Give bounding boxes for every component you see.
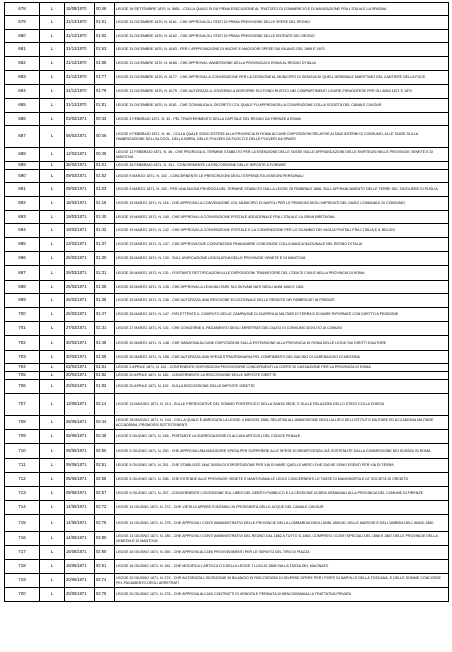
laws-register-body — [5, 3, 449, 602]
table-row — [5, 546, 449, 560]
record-description: LEGGE 14 GIUGNO 1871, N. 275 - CHE APPROVA I CONTI AMMINISTRATIVI DELLE PROVINCIE DELLA LOMBARDIA DEGLI ANNI 1859-60, DELLE MARCHE E DELL'UMBRIA DELL'ANNO 1860 — [115, 515, 449, 532]
record-number: 708 — [5, 416, 40, 430]
record-date: 23/03/1871 — [65, 238, 95, 252]
table-row — [5, 113, 449, 126]
record-code: 02:48 — [95, 430, 115, 444]
table-row — [5, 459, 449, 473]
record-code: 01:62 — [95, 30, 115, 43]
record-code: 02:50 — [95, 444, 115, 459]
record-number: 687 — [5, 126, 40, 148]
record-date: 05/06/1871 — [65, 444, 95, 459]
record-code: 01:82 — [95, 372, 115, 380]
table-row — [5, 308, 449, 322]
record-description: LEGGE 9 MARZO 1871, N. 102 - CONCERNENTE LE PRESCRIZIONI DEGLI STIPENDI ED ASSEGNI PERSONALI — [115, 170, 449, 183]
record-description: LEGGE 19 MARZO 1871, N. 140 - CHE APPROVA LA CONVENZIONE POSTALE ADDIZIONALE FRA L'ITALIA E LA GRAN BRETAGNA — [115, 211, 449, 224]
table-row — [5, 351, 449, 364]
table-row — [5, 416, 449, 430]
record-code: 01:92 — [95, 380, 115, 394]
record-description: LEGGE 28 MAGGIO 1871, N. 244 - COLLA QUALE È ABROGATA LA LEGGE 4 MAGGIO 1866, RELATIVA ALL'AMMISSIONE DEGLI ALLIEVI DELL'ISTITUTO MILITARE ED ACCADEMIA MILITARE ACCADEMIA, PROMOSSI SOTTOTENENTI — [115, 416, 449, 430]
record-code: 01:51 — [95, 364, 115, 372]
table-row — [5, 16, 449, 30]
record-type: L — [40, 126, 65, 148]
table-row — [5, 380, 449, 394]
record-code: 01:42 — [95, 224, 115, 238]
record-date: 09/03/1871 — [65, 183, 95, 197]
table-row — [5, 238, 449, 252]
record-date: 09/06/1871 — [65, 487, 95, 501]
record-number: 691 — [5, 183, 40, 197]
record-code: 02:76 — [95, 588, 115, 602]
table-row — [5, 183, 449, 197]
record-type: L — [40, 211, 65, 224]
record-description: LEGGE 16 GIUGNO 1871, N. 261 - CHE MODIFICA L'ARTICOLO 5 DELLA LEGGE 7 LUGLIO 1868 SULLA TASSA DEL MACINATO — [115, 560, 449, 574]
table-row — [5, 224, 449, 238]
record-type: L — [40, 30, 65, 43]
record-number: 697 — [5, 266, 40, 281]
record-date: 26/02/1871 — [65, 162, 95, 170]
record-date: 31/12/1870 — [65, 43, 95, 57]
record-description: LEGGE 30 MARZO 1871, N. 148 - CHE SANZIONA ALCUNE DISPOSIZIONI SULLA ESTENSIONE ALLA PROVINCIA DI ROMA DELLE LEGGI SUI DIRITTI D'AUTORE — [115, 336, 449, 351]
record-description: LEGGE 18 SETTEMBRE 1870, N. 5851 - COLLA QUALE SI DÀ PIENA ESECUZIONE AL TRATTATO DI COMMERCIO E DI NAVIGAZIONE FRA L'ITALIA E LA SPAGNA — [115, 3, 449, 16]
record-description: LEGGE 19 MARZO 1871, N. 142 - CHE APPROVA LA CONVENZIONE POSTALE E LA CONVENZIONE PER LO SCAMBIO DEI VAGLIA POSTALI FRA L'ITALIA E IL BELGIO — [115, 224, 449, 238]
record-code: 01:40 — [95, 211, 115, 224]
record-number: 685 — [5, 99, 40, 113]
record-code: 01:48 — [95, 336, 115, 351]
table-row — [5, 532, 449, 546]
record-description: LEGGE 5 GIUGNO 1871, N. 248 - PORTANTE LA SURROGAZIONE DI ALCUNI ARTICOLI DEL CODICE PENALE — [115, 430, 449, 444]
record-code: 01:79 — [95, 85, 115, 99]
table-row — [5, 487, 449, 501]
record-description: LEGGE 5 GIUGNO 1871, N. 251 - CHE STABILISCE UNA TASSA DI ESPORTAZIONE PER VIA DI MARE QUELLE MERCI CHE GIÀ NE SONO ESENTI PER VIA DI TERRA — [115, 459, 449, 473]
record-number: 690 — [5, 170, 40, 183]
record-type: L — [40, 57, 65, 71]
record-code: 01:61 — [95, 16, 115, 30]
record-description: LEGGE 5 FEBBRAIO 1871, N. 46 - COLLA QUALE SONO ESTESE ALLA PROVINCIA DI ROMA ALCUNE DISPOSIZIONI RELATIVE AI DAZI INTERNI DI CONSUMO, ALLE TASSE SULLA FABBRICAZIONE DELL'ALCOOL, DELLA BIRRA, DELLE POLVERI DA FUOCO E DELLE POLVERI DA SPARO — [115, 126, 449, 148]
record-date: 16/06/1871 — [65, 546, 95, 560]
record-type: L — [40, 515, 65, 532]
record-date: 05/06/1871 — [65, 430, 95, 444]
record-date: 31/12/1870 — [65, 57, 95, 71]
record-code: 01:58 — [95, 351, 115, 364]
record-description: LEGGE 20 APRILE 1871, N. 182 - CONCERNENTE LA RISCOSSIONE DELLE IMPOSTE DIRETTE — [115, 372, 449, 380]
record-type: L — [40, 487, 65, 501]
record-number: 718 — [5, 560, 40, 574]
record-code: 02:60 — [95, 546, 115, 560]
record-date: 27/03/1871 — [65, 322, 95, 336]
record-number: 710 — [5, 444, 40, 459]
record-type: L — [40, 560, 65, 574]
record-date: 31/12/1870 — [65, 85, 95, 99]
record-number: 716 — [5, 532, 40, 546]
record-number: 683 — [5, 71, 40, 85]
table-row — [5, 364, 449, 372]
table-row — [5, 336, 449, 351]
record-type: L — [40, 473, 65, 487]
record-description: LEGGE 26 MARZO 1871, N. 147 - RIFLETTENTE IL COMPUTO DELLE CAMPAGNE DI GUERRA AI MILITARI DI TERRA E DI MARE RIFORMATI CON DIRITTO A PENSIONE — [115, 308, 449, 322]
table-row — [5, 30, 449, 43]
record-type: L — [40, 170, 65, 183]
record-type: L — [40, 336, 65, 351]
record-date: 31/12/1870 — [65, 71, 95, 85]
record-type: L — [40, 43, 65, 57]
record-description: LEGGE 9 MARZO 1871, N. 103 - PER UNA NUOVA PROROGA DEL TERMINE STABILITO DALLA LEGGE 28 FEBBRAIO 1866, SULL'AFFRANCAMENTO DELLE TERRE DEL TAVOLIERE DI PUGLIA — [115, 183, 449, 197]
record-code: 01:31 — [95, 322, 115, 336]
table-row — [5, 372, 449, 380]
record-description: LEGGE 15 MARZO 1871, N. 116 - CHE APPROVA LA CONVENZIONE COL MUNICIPIO DI NAPOLI PER LE PENSIONI DEGLI IMPIEGATI DEL DAZIO COMUNALE DI CONSUMO — [115, 197, 449, 211]
table-row — [5, 211, 449, 224]
record-code: 01:63 — [95, 43, 115, 57]
table-row — [5, 252, 449, 266]
table-row — [5, 43, 449, 57]
record-code: 02:61 — [95, 560, 115, 574]
record-code: 01:37 — [95, 238, 115, 252]
record-type: L — [40, 252, 65, 266]
record-type: L — [40, 380, 65, 394]
record-date: 26/03/1871 — [65, 308, 95, 322]
record-date: 15/03/1871 — [65, 197, 95, 211]
record-number: 711 — [5, 459, 40, 473]
record-number: 678 — [5, 3, 40, 16]
table-row — [5, 57, 449, 71]
table-row — [5, 588, 449, 602]
record-number: 720 — [5, 588, 40, 602]
record-code: 01:03 — [95, 183, 115, 197]
record-description: LEGGE 5 GIUGNO 1871, N. 258 - CHE ESTENDE ALLE PROVINCIE VENETE E MANTOVANA LE LEGGI CONCERNENTI LE TASSE DI MANOMORTA E LE SOCIETÀ DI CREDITO — [115, 473, 449, 487]
table-row — [5, 85, 449, 99]
record-date: 20/04/1871 — [65, 372, 95, 380]
record-number: 679 — [5, 16, 40, 30]
record-number: 686 — [5, 113, 40, 126]
record-description: LEGGE 12 FEBBRAIO 1871, N. 46 - CHE PROROGA IL TERMINE STABILITO PER LA ESENZIONE DELLE TASSE SULLE AFFRANCAZIONI DELLE ENFITEUSI NELLE PROVINCIE VENETE E DI MANTOVA — [115, 148, 449, 162]
record-date: 02/04/1871 — [65, 364, 95, 372]
record-type: L — [40, 574, 65, 588]
record-date: 26/03/1871 — [65, 252, 95, 266]
record-description: LEGGE 30 MARZO 1871, N. 158 - CHE AUTORIZZA UNA SPESA STRAORDINARIA PEL COMPIMENTO DEL BACINO DI CARENAGGIO DI MESSINA — [115, 351, 449, 364]
record-description: LEGGE 31 DICEMBRE 1870, N. 6177 - CHE APPROVA LA CONVENZIONE PER LA CESSIONE AL MUNICIPIO DI GENOVA DI QUELL'ARSENALE MARITTIMO DEL CANTIERE DELLA FOCE — [115, 71, 449, 85]
record-date: 31/12/1870 — [65, 30, 95, 43]
record-number: 714 — [5, 501, 40, 515]
record-description: LEGGE 31 DICEMBRE 1870, N. 6179 - CHE AUTORIZZA IL GOVERNO A DISPORRE SUI FONDI RUSTICI NEI COMPARTIMENTI LIGURE-PIEMONTESE PER GLI ANNI 1871 E 1872 — [115, 85, 449, 99]
record-number: 701 — [5, 322, 40, 336]
record-code: 01:47 — [95, 308, 115, 322]
record-code: 02:14 — [95, 394, 115, 416]
record-description: LEGGE 26 MARZO 1871, N. 135 - CHE APPROVA LA LEVA MILITARE SUI GIOVANI NATI NEGLI ANNI 1850 E 1851 — [115, 281, 449, 294]
record-date: 05/06/1871 — [65, 459, 95, 473]
record-date: 30/03/1871 — [65, 336, 95, 351]
record-description: LEGGE 31 DICEMBRE 1870, N. 6163 - PER L'APPROVAZIONE DI NUOVE E MAGGIORI SPESE SUI BILANCI DEL 1869 E 1870 — [115, 43, 449, 57]
record-code: 02:51 — [95, 459, 115, 473]
record-number: 703 — [5, 351, 40, 364]
record-code: 01:81 — [95, 99, 115, 113]
laws-register-table — [4, 2, 449, 602]
record-date: 20/06/1871 — [65, 574, 95, 588]
record-code: 02:74 — [95, 574, 115, 588]
record-description: LEGGE 31 DICEMBRE 1870, N. 6162 - CHE APPROVA GLI STATI DI PRIMA PREVISIONE DELLE ENTRATE DEL REGNO — [115, 30, 449, 43]
record-description: LEGGE 13 MAGGIO 1871, N. 214 - SULLE PREROGATIVE DEL SOMMO PONTEFICE E DELLA SANTA SEDE, E SULLE RELAZIONI DELLO STATO COLLA CHIESA — [115, 394, 449, 416]
record-number: 680 — [5, 30, 40, 43]
record-code: 01:35 — [95, 281, 115, 294]
record-code: 00:46 — [95, 148, 115, 162]
record-description: LEGGE 26 MARZO 1871, N. 130 - SULL'UNIFICAZIONE LEGISLATIVA DELLE PROVINCIE VENETE E DI MANTOVA — [115, 252, 449, 266]
record-date: 15/08/1870 — [65, 3, 95, 16]
record-description: LEGGE 5 GIUGNO 1871, N. 250 - CHE APPROVA UNA MAGGIORE SPESA PER SOPPERIRE ALLE SPESE DI BENEFICENZA GIÀ SOSTENUTE DALLA COMMISSIONE DEI SUSSIDI IN ROMA — [115, 444, 449, 459]
record-code: 02:72 — [95, 501, 115, 515]
record-type: L — [40, 71, 65, 85]
record-type: L — [40, 416, 65, 430]
table-row — [5, 515, 449, 532]
record-number: 704 — [5, 364, 40, 372]
record-description: LEGGE 20 GIUGNO 1871, N. 274 - CHE AUTORIZZA L'ISCRIZIONE IN BILANCIO DI RISCOSSIONI DI DIVERSE OPERE PER I PORTI DI NAPOLI E DELLA TOSCANA, E DELLE SOMME CONCORSE PEL PAGAMENTO DEGLI ARRETRATI — [115, 574, 449, 588]
record-type: L — [40, 281, 65, 294]
record-number: 706 — [5, 380, 40, 394]
table-row — [5, 126, 449, 148]
record-type: L — [40, 113, 65, 126]
record-type: L — [40, 308, 65, 322]
record-code: 01:77 — [95, 71, 115, 85]
record-number: 689 — [5, 162, 40, 170]
record-description: LEGGE 9 GIUGNO 1871, N. 257 - CONCERNENTE L'ISCRIZIONE SUL LIBRO DEL DEBITO PUBBLICO E LA CESSIONE DI BENI DEMANIALI ALLA PROVINCIA DEL COMUNE DI FIRENZE — [115, 487, 449, 501]
table-row — [5, 197, 449, 211]
record-type: L — [40, 197, 65, 211]
record-description: LEGGE 26 FEBBRAIO 1871, N. 101 - CONCERNENTE LA RISCOSSIONE DELLE IMPOSTE A FORNIRE — [115, 162, 449, 170]
record-code: 01:16 — [95, 197, 115, 211]
record-description: LEGGE 3 FEBBRAIO 1871, N. 33 - PEL TRASFERIMENTO DELLA CAPITALE DEL REGNO DA FIRENZE A ROMA — [115, 113, 449, 126]
record-description: LEGGE 26 MARZO 1871, N. 136 - CHE AUTORIZZA UNA REVISIONE ECCEZIONALE DELLE RENDITE DEI FABBRICATI IN FIRENZE — [115, 294, 449, 308]
record-date: 09/03/1871 — [65, 170, 95, 183]
record-number: 705 — [5, 372, 40, 380]
record-code: 01:30 — [95, 252, 115, 266]
table-row — [5, 148, 449, 162]
table-row — [5, 99, 449, 113]
table-row — [5, 294, 449, 308]
table-row — [5, 473, 449, 487]
record-code: 01:01 — [95, 162, 115, 170]
record-description: LEGGE 20 GIUGNO 1871, N. 276 - CHE APPROVA ALCUNI CONTRATTI DI VENDITA E PERMUTA DI BENI DEMANIALI A TRATTATIVA PRIVATA — [115, 588, 449, 602]
record-type: L — [40, 322, 65, 336]
record-code: 01:31 — [95, 266, 115, 281]
record-code: 01:36 — [95, 294, 115, 308]
record-date: 05/02/1871 — [65, 126, 95, 148]
record-type: L — [40, 351, 65, 364]
record-code: 02:80 — [95, 532, 115, 546]
table-row — [5, 266, 449, 281]
record-date: 30/03/1871 — [65, 351, 95, 364]
record-number: 682 — [5, 57, 40, 71]
record-number: 693 — [5, 211, 40, 224]
record-number: 707 — [5, 394, 40, 416]
record-description: LEGGE 2 APRILE 1871, N. 151 - CONTENENTE DISPOSIZIONI PROVVISORIE CONCERNENTI LA CORTE DI CASSAZIONE PER LA PROVINCIA DI ROMA — [115, 364, 449, 372]
table-row — [5, 560, 449, 574]
record-description: LEGGE 14 GIUGNO 1871, N. 272 - CHE VIETA DI APRIRE FONTANILI IN PROSSIMITÀ DELLE ACQUE DEL CANALE CAVOUR — [115, 501, 449, 515]
record-date: 26/03/1871 — [65, 281, 95, 294]
record-number: 713 — [5, 487, 40, 501]
record-type: L — [40, 364, 65, 372]
record-date: 26/03/1871 — [65, 294, 95, 308]
record-date: 14/06/1871 — [65, 501, 95, 515]
table-row — [5, 3, 449, 16]
table-row — [5, 394, 449, 416]
record-number: 696 — [5, 252, 40, 266]
record-type: L — [40, 266, 65, 281]
table-row — [5, 430, 449, 444]
record-type: L — [40, 3, 65, 16]
record-type: L — [40, 394, 65, 416]
record-number: 694 — [5, 224, 40, 238]
record-number: 699 — [5, 294, 40, 308]
record-code: 02:44 — [95, 416, 115, 430]
record-date: 31/12/1870 — [65, 16, 95, 30]
record-date: 05/06/1871 — [65, 473, 95, 487]
record-date: 19/03/1871 — [65, 211, 95, 224]
record-date: 03/02/1871 — [65, 113, 95, 126]
table-row — [5, 501, 449, 515]
table-row — [5, 162, 449, 170]
record-number: 698 — [5, 281, 40, 294]
record-description: LEGGE 27 MARZO 1871, N. 131 - CHE CONCERNE IL PAGAMENTO DEGLI ARRETRATI DEL DAZIO DI CONSUMO DOVUTO AI COMUNI — [115, 322, 449, 336]
record-number: 688 — [5, 148, 40, 162]
record-date: 12/02/1871 — [65, 148, 95, 162]
record-type: L — [40, 444, 65, 459]
record-type: L — [40, 148, 65, 162]
record-type: L — [40, 372, 65, 380]
record-number: 700 — [5, 308, 40, 322]
record-type: L — [40, 588, 65, 602]
record-description: LEGGE 23 MARZO 1871, N. 137 - CHE APPROVA DUE CONVENZIONI FINANZIARIE CONCHIUSE COLLA BANCA NAZIONALE NEL REGNO D'ITALIA — [115, 238, 449, 252]
record-type: L — [40, 532, 65, 546]
table-row — [5, 281, 449, 294]
record-type: L — [40, 501, 65, 515]
record-date: 31/12/1870 — [65, 99, 95, 113]
record-number: 715 — [5, 515, 40, 532]
record-type: L — [40, 238, 65, 252]
record-code: 01:65 — [95, 57, 115, 71]
table-row — [5, 71, 449, 85]
record-date: 19/03/1871 — [65, 224, 95, 238]
record-date: 14/06/1871 — [65, 532, 95, 546]
table-row — [5, 444, 449, 459]
record-type: L — [40, 546, 65, 560]
record-number: 702 — [5, 336, 40, 351]
record-description: LEGGE 26 MARZO 1871, N. 131 - PORTANTE RETTIFICAZIONI ALLE DISPOSIZIONI TRANSITORIE DEL CODICE CIVILE NELLA PROVINCIA DI ROMA — [115, 266, 449, 281]
table-row — [5, 170, 449, 183]
record-number: 719 — [5, 574, 40, 588]
record-number: 684 — [5, 85, 40, 99]
record-type: L — [40, 459, 65, 473]
record-type: L — [40, 430, 65, 444]
record-date: 16/06/1871 — [65, 560, 95, 574]
record-date: 13/05/1871 — [65, 394, 95, 416]
record-description: LEGGE 31 DICEMBRE 1870, N. 6165 - CHE APPROVA L'ANNESSIONE DELLA PROVINCIA DI ROMA AL REGNO D'ITALIA — [115, 57, 449, 71]
record-date: 20/04/1871 — [65, 380, 95, 394]
record-number: 692 — [5, 197, 40, 211]
record-type: L — [40, 99, 65, 113]
record-number: 712 — [5, 473, 40, 487]
record-code: 02:57 — [95, 487, 115, 501]
record-code: 00:33 — [95, 113, 115, 126]
record-type: L — [40, 224, 65, 238]
record-description: LEGGE 20 APRILE 1871, N. 192 - SULLA RISCOSSIONE DELLE IMPOSTE DIRETTE — [115, 380, 449, 394]
record-code: 00:46 — [95, 126, 115, 148]
record-description: LEGGE 31 DICEMBRE 1870, N. 6161 - CHE APPROVA GLI STATI DI PRIMA PREVISIONE DELLE SPESE DEL REGNO — [115, 16, 449, 30]
record-description: LEGGE 31 DICEMBRE 1870, N. 6181 - CHE CONVALIDA IL DECRETO COL QUALE FU APPROVATA LA CONVENZIONE COLLA SOCIETÀ DEL CANALE CAVOUR — [115, 99, 449, 113]
record-description: LEGGE 14 GIUGNO 1871, N. 280 - CHE APPROVA I CONTI AMMINISTRATIVI DEL REGNO DAL 1862 A TUTTO IL 1863, COMPRESI I CONTI SPECIALI DEL 1866 E 1867 DELLE PROVINCIE DELLA VENEZIA E DI MANTOVA — [115, 532, 449, 546]
record-type: L — [40, 183, 65, 197]
record-description: LEGGE 16 GIUGNO 1871, N. 260 - CHE APPROVA ALCUNI PROVVEDIMENTI PER LE SERVITÙ DEL TIRO DI PIAZZA — [115, 546, 449, 560]
record-number: 681 — [5, 43, 40, 57]
record-code: 02:58 — [95, 473, 115, 487]
record-type: L — [40, 294, 65, 308]
record-number: 717 — [5, 546, 40, 560]
record-date: 28/05/1871 — [65, 416, 95, 430]
record-code: 02:75 — [95, 515, 115, 532]
record-type: L — [40, 162, 65, 170]
table-row — [5, 574, 449, 588]
record-code: 01:02 — [95, 170, 115, 183]
record-type: L — [40, 16, 65, 30]
record-date: 26/03/1871 — [65, 266, 95, 281]
record-date: 14/06/1871 — [65, 515, 95, 532]
record-type: L — [40, 85, 65, 99]
record-date: 20/06/1871 — [65, 588, 95, 602]
record-number: 709 — [5, 430, 40, 444]
table-row — [5, 322, 449, 336]
record-number: 695 — [5, 238, 40, 252]
record-code: 00:46 — [95, 3, 115, 16]
